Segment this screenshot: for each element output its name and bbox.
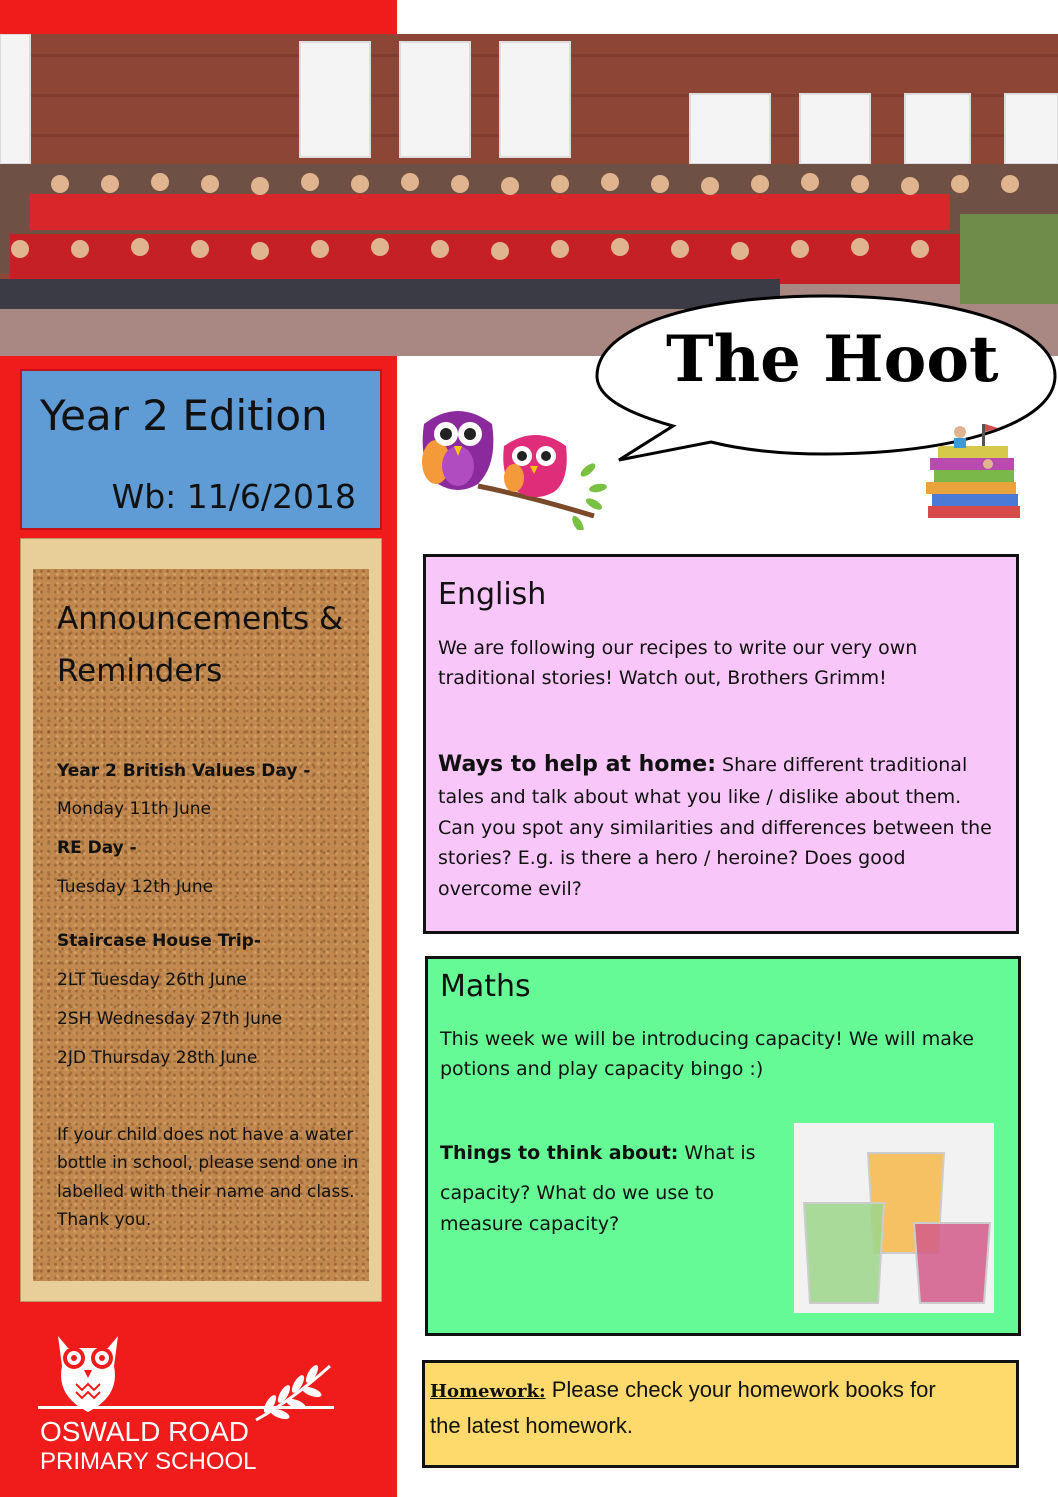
announcement-title: RE Day - (57, 838, 137, 858)
help-label: Ways to help at home: (438, 752, 717, 777)
announcements-heading-line2: Reminders (57, 653, 223, 689)
announcement-detail: 2LT Tuesday 26th June (57, 970, 247, 990)
edition-title: Year 2 Edition (40, 391, 328, 440)
english-help (438, 749, 967, 781)
announcement-title: Year 2 British Values Day - (57, 761, 311, 781)
newsletter-title: The Hoot (666, 322, 999, 397)
cork-surface (33, 569, 369, 1281)
edition-box (20, 369, 382, 530)
english-intro: We are following our recipes to write our very own (438, 637, 918, 659)
water-bottle-note: If your child does not have a water (57, 1125, 354, 1145)
homework-section (422, 1360, 1019, 1468)
maths-think-text: capacity? What do we use to (440, 1182, 715, 1204)
books-icon (924, 414, 1024, 522)
announcements-heading: Announcements & (57, 601, 344, 637)
laurel-branch-icon (252, 1360, 334, 1426)
english-help-text: Can you spot any similarities and differences between the (438, 817, 992, 839)
announcement-title: Staircase House Trip- (57, 931, 261, 951)
school-subname: PRIMARY SCHOOL (40, 1448, 257, 1475)
school-name: OSWALD ROAD (40, 1416, 249, 1447)
homework-text: Please check your homework books for (545, 1377, 936, 1402)
help-text: Share different traditional (716, 754, 968, 776)
think-label: Things to think about: (440, 1142, 679, 1164)
water-bottle-note: bottle in school, please send one in (57, 1153, 359, 1173)
homework-label: Homework: (430, 1381, 546, 1402)
maths-think (440, 1138, 756, 1169)
maths-heading: Maths (440, 969, 531, 1004)
announcement-detail: 2SH Wednesday 27th June (57, 1009, 283, 1029)
measuring-jugs-image (794, 1123, 994, 1313)
water-bottle-note: Thank you. (57, 1210, 152, 1230)
water-bottle-note: labelled with their name and class. (57, 1182, 355, 1202)
owls-icon (418, 404, 610, 530)
homework-text: the latest homework. (430, 1413, 633, 1438)
edition-date: Wb: 11/6/2018 (111, 477, 356, 516)
english-heading: English (438, 577, 547, 612)
owl-logo-icon (50, 1326, 126, 1414)
announcements-board (20, 538, 382, 1302)
maths-intro: potions and play capacity bingo :) (440, 1058, 764, 1080)
school-logo (38, 1326, 338, 1476)
english-intro: traditional stories! Watch out, Brothers Grimm! (438, 667, 887, 689)
english-help-text: tales and talk about what you like / dislike about them. (438, 786, 962, 808)
homework-line (430, 1377, 936, 1403)
english-section (423, 554, 1019, 934)
english-help-text: overcome evil? (438, 878, 582, 900)
think-text: What is (678, 1142, 756, 1164)
maths-section (425, 956, 1021, 1336)
announcement-detail: 2JD Thursday 28th June (57, 1048, 258, 1068)
maths-intro: This week we will be introducing capacity! We will make (440, 1028, 974, 1050)
english-help-text: stories? E.g. is there a hero / heroine? Does good (438, 847, 906, 869)
announcement-detail: Monday 11th June (57, 799, 212, 819)
announcement-detail: Tuesday 12th June (57, 877, 214, 897)
maths-think-text: measure capacity? (440, 1213, 620, 1235)
